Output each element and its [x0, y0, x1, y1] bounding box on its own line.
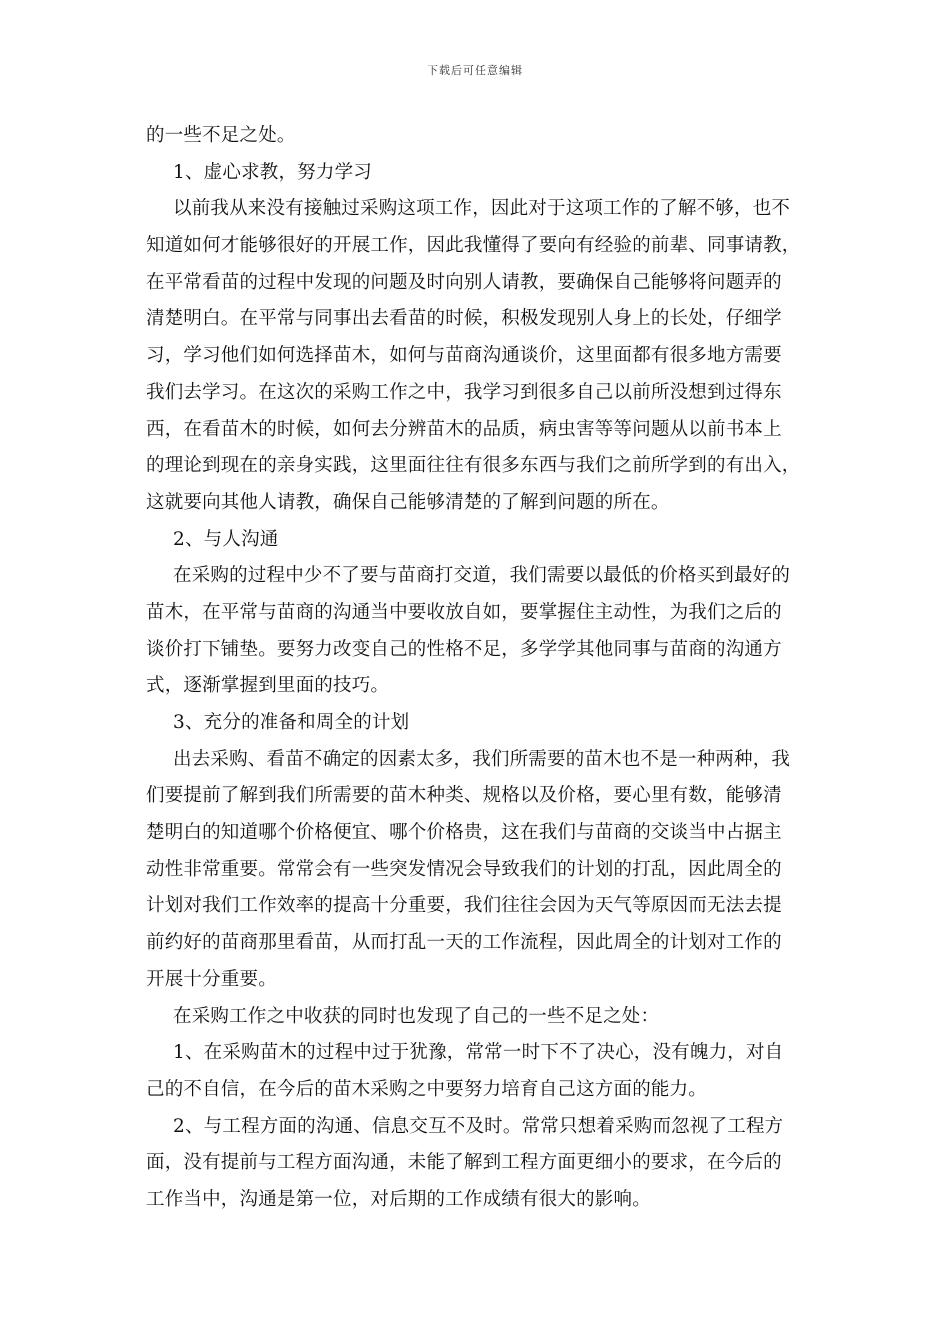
text-line: 楚明白的知道哪个价格便宜、哪个价格贵，这在我们与苗商的交谈当中占据主: [146, 822, 782, 844]
text-line: 这就要向其他人请教，确保自己能够清楚的了解到问题的所在。: [146, 491, 670, 513]
text-line: 苗木，在平常与苗商的沟通当中要收放自如，要掌握住主动性，为我们之后的: [146, 601, 782, 623]
text-line: 在平常看苗的过程中发现的问题及时向别人请教，要确保自己能够将问题弄的: [146, 271, 782, 293]
text-line: 的理论到现在的亲身实践，这里面往往有很多东西与我们之前所学到的有出入，: [146, 455, 801, 477]
text-line: 1、虚心求教，努力学习: [173, 161, 372, 183]
text-line: 们要提前了解到我们所需要的苗木种类、规格以及价格，要心里有数，能够清: [146, 785, 782, 807]
text-line: 己的不自信，在今后的苗木采购之中要努力培育自己这方面的能力。: [146, 1078, 708, 1100]
text-line: 习，学习他们如何选择苗木，如何与苗商沟通谈价，这里面都有很多地方需要: [146, 345, 782, 367]
text-line: 在采购的过程中少不了要与苗商打交道，我们需要以最低的价格买到最好的: [173, 565, 791, 587]
text-line: 前约好的苗商那里看苗，从而打乱一天的工作流程，因此周全的计划对工作的: [146, 932, 782, 954]
text-line: 面，没有提前与工程方面沟通，未能了解到工程方面更细小的要求，在今后的: [146, 1152, 782, 1174]
text-line: 出去采购、看苗不确定的因素太多，我们所需要的苗木也不是一种两种，我: [173, 748, 791, 770]
page-header: 下载后可任意编辑: [427, 64, 523, 77]
text-line: 的一些不足之处。: [146, 125, 296, 146]
text-line: 清楚明白。在平常与同事出去看苗的时候，积极发现别人身上的长处，仔细学: [146, 308, 782, 330]
text-line: 西，在看苗木的时候，如何去分辨苗木的品质，病虫害等等问题从以前书本上: [146, 418, 782, 440]
text-line: 2、与工程方面的沟通、信息交互不及时。常常只想着采购而忽视了工程方: [173, 1115, 784, 1137]
text-line: 计划对我们工作效率的提高十分重要，我们往往会因为天气等原因而无法去提: [146, 895, 782, 917]
text-line: 知道如何才能够很好的开展工作，因此我懂得了要向有经验的前辈、同事请教，: [146, 235, 801, 257]
text-line: 2、与人沟通: [173, 528, 279, 550]
text-line: 以前我从来没有接触过采购这项工作，因此对于这项工作的了解不够，也不: [173, 198, 791, 220]
text-line: 开展十分重要。: [146, 968, 277, 990]
text-line: 工作当中，沟通是第一位，对后期的工作成绩有很大的影响。: [146, 1188, 651, 1210]
text-line: 1、在采购苗木的过程中过于犹豫，常常一时下不了决心，没有魄力，对自: [173, 1042, 784, 1064]
text-line: 式，逐渐掌握到里面的技巧。: [146, 675, 390, 697]
text-line: 动性非常重要。常常会有一些突发情况会导致我们的计划的打乱，因此周全的: [146, 858, 782, 880]
text-line: 在采购工作之中收获的同时也发现了自己的一些不足之处：: [173, 1005, 660, 1027]
document-body: [146, 118, 808, 1219]
text-line: 谈价打下铺垫。要努力改变自己的性格不足，多学学其他同事与苗商的沟通方: [146, 638, 782, 660]
text-line: 我们去学习。在这次的采购工作之中，我学习到很多自己以前所没想到过得东: [146, 381, 782, 403]
text-line: 3、充分的准备和周全的计划: [173, 712, 410, 733]
